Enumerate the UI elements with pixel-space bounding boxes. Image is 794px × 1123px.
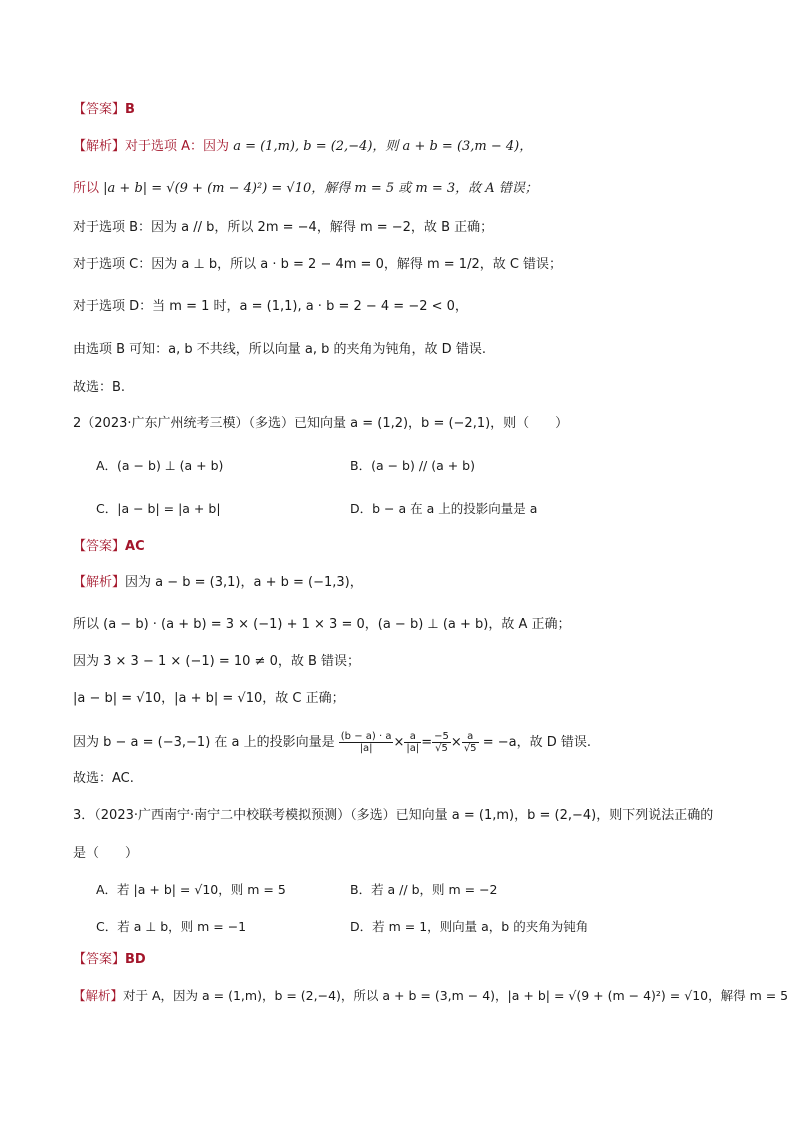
q1-conclusion: 故选：B.: [73, 380, 126, 395]
fraction: [339, 731, 394, 754]
denominator: |a|: [359, 743, 373, 754]
numerator: a: [462, 731, 479, 743]
q2-stem: 2（2023·广东广州统考三模）（多选）已知向量 a = (1,2)，b = (−2,1)，则（ ）: [73, 416, 569, 431]
q3-stem-line-2: 是（ ）: [73, 846, 139, 861]
q2-analysis-line-1: [73, 574, 363, 592]
answer-value: AC: [125, 539, 145, 554]
q2-option-d: D．b − a 在 a 上的投影向量是 a: [350, 501, 538, 516]
q2-option-c: C．|a − b| = |a + b|: [96, 501, 221, 516]
denominator: √5: [435, 743, 448, 754]
q3-option-a: A．若 |a + b| = √10，则 m = 5: [96, 882, 286, 897]
fraction: [432, 731, 451, 754]
analysis-math: |a + b| = √(9 + (m − 4)²) = √10，解得 m = 5 或 m = 3，故 A 错误；: [103, 181, 538, 196]
q3-analysis-line-1: [73, 987, 788, 1005]
q2-analysis-line-4: |a − b| = √10，|a + b| = √10，故 C 正确；: [73, 691, 345, 706]
q1-analysis-line-5: 对于选项 D：当 m = 1 时，a = (1,1), a · b = 2 − 4 = −2 < 0，: [73, 299, 468, 314]
answer-label: 【答案】: [73, 952, 126, 967]
q2-conclusion: 故选：AC.: [73, 771, 134, 786]
q3-answer: [73, 951, 146, 969]
analysis-text: 因为 b − a = (−3,−1) 在 a 上的投影向量是: [73, 735, 335, 750]
q1-analysis-line-3: 对于选项 B：因为 a // b，所以 2m = −4，解得 m = −2，故 B 正确；: [73, 220, 494, 235]
answer-value: B: [125, 102, 135, 117]
q2-option-a: A．(a − b) ⊥ (a + b): [96, 458, 224, 473]
analysis-label: 【解析】: [73, 575, 126, 590]
q3-option-c: C．若 a ⊥ b，则 m = −1: [96, 919, 247, 934]
analysis-text: 所以: [73, 181, 100, 196]
numerator: (b − a) · a: [340, 731, 392, 742]
fraction: [404, 731, 421, 754]
denominator: |a|: [406, 743, 420, 754]
q1-analysis-line-6: 由选项 B 可知：a, b 不共线，所以向量 a, b 的夹角为钝角，故 D 错误.: [73, 342, 486, 357]
q2-analysis-line-5: 因为 b − a = (−3,−1) 在 a 上的投影向量是 $\frac{(b - a) \cdot a}{|a|}$ × $\frac{a}{|a|}$ = $\frac{-5}{√5}$ × $\frac{a}{√5}$ = −a，故 D 错误.: [73, 731, 591, 754]
analysis-label: 【解析】: [73, 139, 126, 154]
q3-stem-line-1: 3．（2023·广西南宁·南宁二中校联考模拟预测）（多选）已知向量 a = (1,m)，b = (2,−4)，则下列说法正确的: [73, 808, 714, 823]
fraction: [462, 731, 479, 754]
answer-value: BD: [125, 952, 146, 967]
analysis-label: 【解析】: [73, 988, 124, 1003]
analysis-text: = −a，故 D 错误.: [482, 735, 591, 750]
q3-option-b: B．若 a // b，则 m = −2: [350, 882, 498, 897]
denominator: √5: [463, 743, 477, 754]
numerator: a: [404, 731, 421, 743]
q1-analysis-line-1: [73, 138, 532, 156]
analysis-text: 对于选项 A：因为: [125, 139, 230, 154]
q1-analysis-line-2: [73, 180, 538, 198]
q1-answer: [73, 101, 135, 119]
q3-option-d: D．若 m = 1，则向量 a，b 的夹角为钝角: [350, 919, 589, 934]
q1-analysis-line-4: 对于选项 C：因为 a ⊥ b，所以 a · b = 2 − 4m = 0，解得 m = 1/2，故 C 错误；: [73, 257, 563, 272]
answer-label: 【答案】: [73, 539, 126, 554]
analysis-text: 因为 a − b = (3,1)，a + b = (−1,3)，: [125, 575, 363, 590]
analysis-text: 对于 A，因为 a = (1,m)，b = (2,−4)，所以 a + b = (3,m − 4)，|a + b| = √(9 + (m − 4)²) = √10，解得 m = 5: [123, 988, 789, 1003]
q2-option-b: B．(a − b) // (a + b): [350, 458, 475, 473]
q2-analysis-line-3: 因为 3 × 3 − 1 × (−1) = 10 ≠ 0，故 B 错误；: [73, 654, 361, 669]
numerator: −5: [434, 731, 449, 742]
q2-answer: [73, 538, 145, 556]
q2-analysis-line-2: 所以 (a − b) · (a + b) = 3 × (−1) + 1 × 3 = 0，(a − b) ⊥ (a + b)，故 A 正确；: [73, 617, 571, 632]
answer-label: 【答案】: [73, 102, 126, 117]
analysis-math: a = (1,m), b = (2,−4)，则 a + b = (3,m − 4)，: [233, 139, 533, 154]
